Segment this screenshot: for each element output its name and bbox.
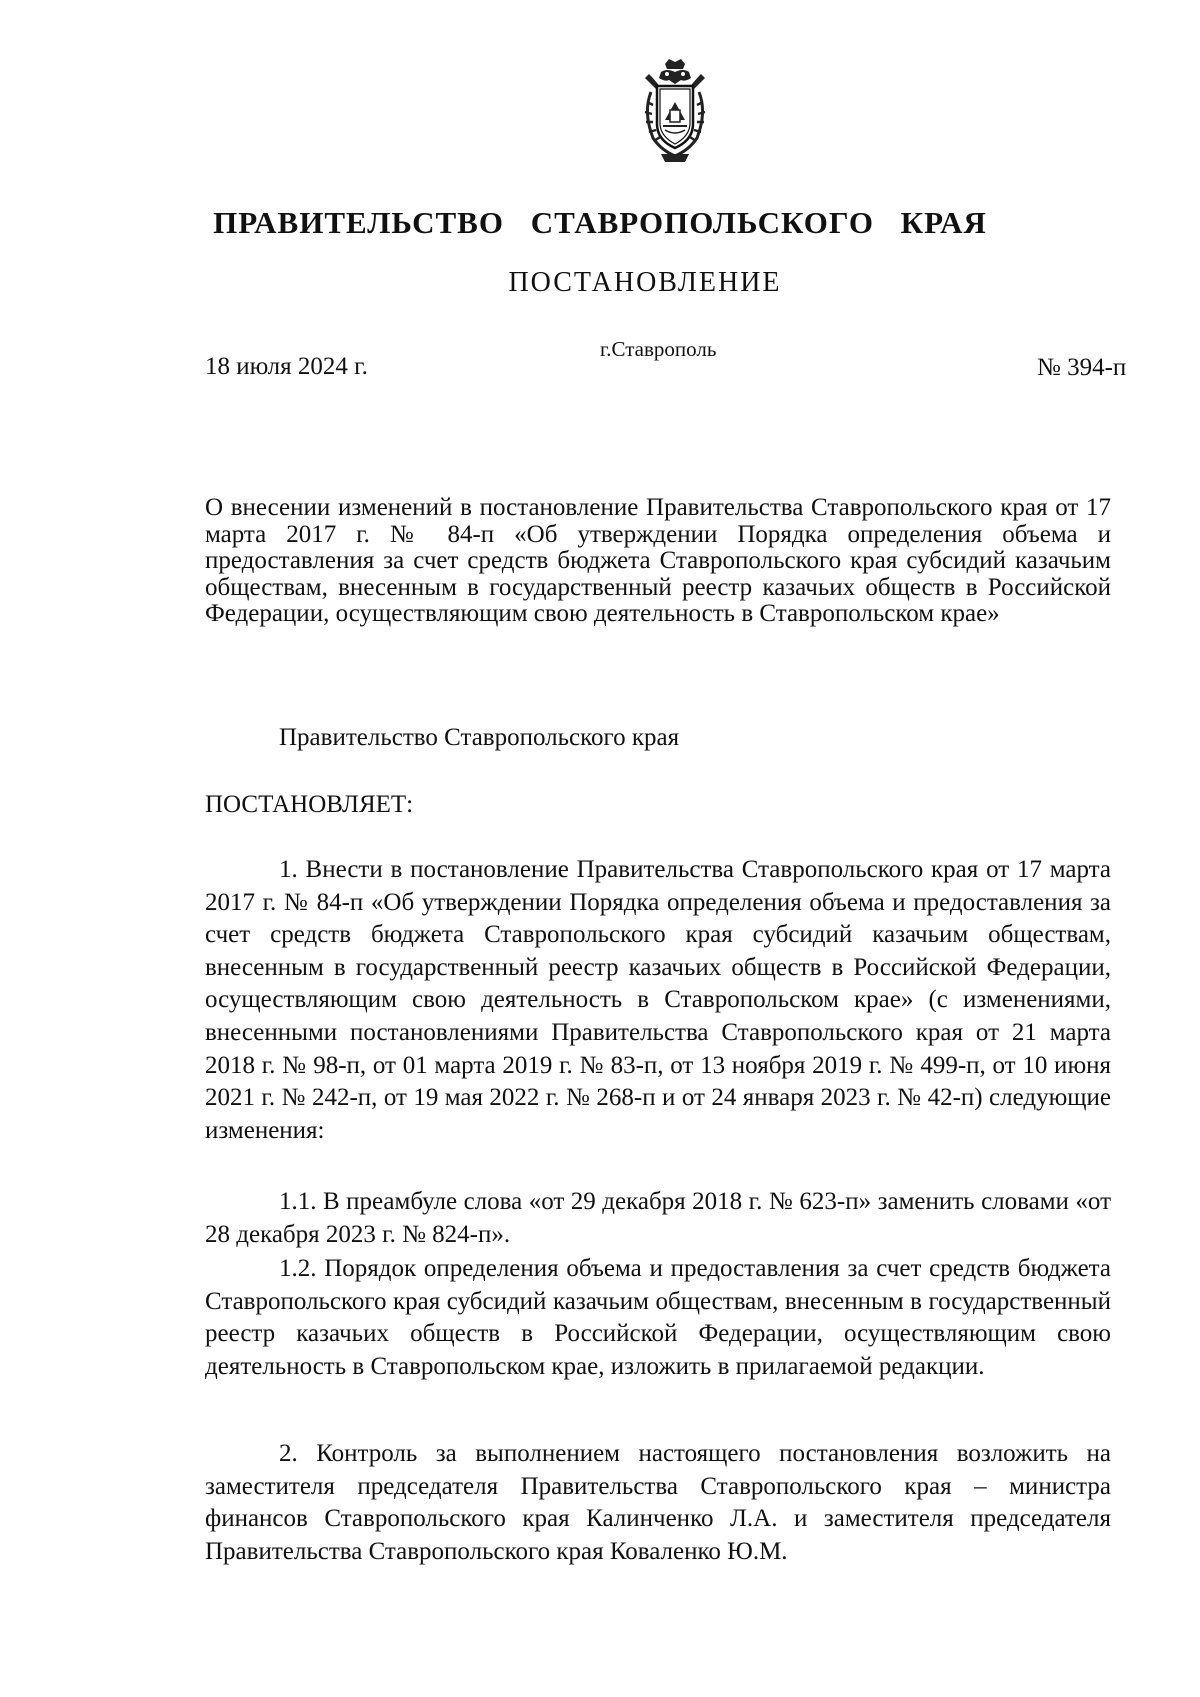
paragraph-1-1 xyxy=(205,1186,1111,1251)
paragraph-1-2-text: 1.2. Порядок определения объема и предоставления за счет средств бюджета Ставропольского края субсидий казачьим обществам, внесенным в государственный реестр казачьих обществ в Российской Федерации, осуществляющим свою деятельность в Ставропольском крае, изложить в прилагаемой редакции. xyxy=(205,1255,1111,1380)
decree-word: ПОСТАНОВЛЯЕТ: xyxy=(205,791,414,818)
paragraph-1-1-text: 1.1. В преамбуле слова «от 29 декабря 2018 г. № 623-п» заменить словами «от 28 декабря 2023 г. № 824-п». xyxy=(205,1188,1111,1248)
paragraph-1-2 xyxy=(205,1253,1111,1383)
paragraph-2-text: 2. Контроль за выполнением настоящего постановления возложить на заместителя председателя Правительства Ставропольского края – министра финансов Ставропольского края Калинченко Л.А. и заместителя председателя Правительства Ставропольского края Коваленко Ю.М. xyxy=(205,1440,1111,1565)
document-city: г.Ставрополь xyxy=(600,337,717,361)
paragraph-2 xyxy=(205,1438,1111,1568)
document-subject: О внесении изменений в постановление Правительства Ставропольского края от 17 марта 2017 г. № 84-п «Об утверждении Порядка определения объема и предоставления за счет средств бюджета Ставропольского края субсидий казачьим обществам, внесенным в государственный реестр казачьих обществ в Российской Федерации, осуществляющим свою деятельность в Ставропольском крае» xyxy=(205,494,1111,627)
government-title: ПРАВИТЕЛЬСТВО СТАВРОПОЛЬСКОГО КРАЯ xyxy=(213,205,987,240)
government-line: Правительство Ставропольского края xyxy=(279,724,680,751)
document-type: ПОСТАНОВЛЕНИЕ xyxy=(508,267,782,298)
document-number: № 394-п xyxy=(1037,354,1127,381)
document-date: 18 июля 2024 г. xyxy=(205,353,368,380)
paragraph-1-text: 1. Внести в постановление Правительства Ставропольского края от 17 марта 2017 г. № 84-п «Об утверждении Порядка определения объема и предоставления за счет средств бюджета Ставропольского края субсидий казачьим обществам, внесенным в государственный реестр казачьих обществ в Российской Федерации, осуществляющим свою деятельность в Ставропольском крае» (с изменениями, внесенными постановлениями Правительства Ставропольского края от 21 марта 2018 г. № 98-п, от 01 марта 2019 г. № 83-п, от 13 ноября 2019 г. № 499-п, от 10 июня 2021 г. № 242-п, от 19 мая 2022 г. № 268-п и от 24 января 2023 г. № 42-п) следующие изменения: xyxy=(205,856,1111,1144)
coat-of-arms-emblem-icon xyxy=(631,58,719,164)
paragraph-1 xyxy=(205,854,1111,1147)
